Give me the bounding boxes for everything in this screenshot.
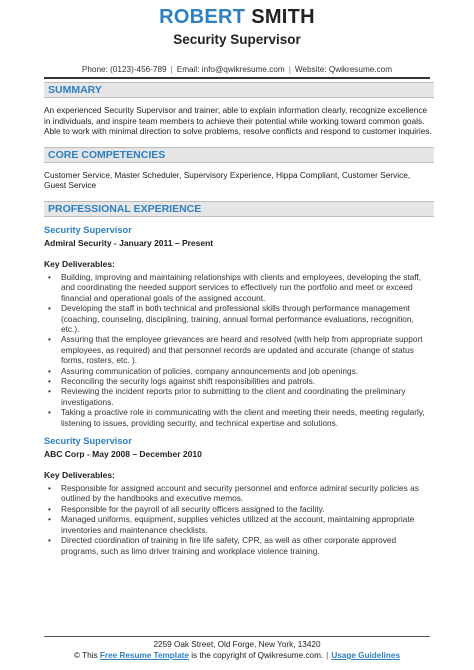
usage-guidelines-link[interactable]: Usage Guidelines [331,651,401,660]
credit-middle: is the copyright of Qwikresume.com. [191,651,324,660]
competencies-text: Customer Service, Master Scheduler, Supervisory Experience, Hippa Compliant, Customer Service, Guest Service [44,169,411,191]
key-deliverables-label: Key Deliverables: [44,470,115,481]
footer-divider [44,636,430,637]
credit-separator: | [326,651,329,660]
candidate-name [0,6,474,28]
first-name: ROBERT [159,6,246,28]
job-title: Security Supervisor [44,436,132,447]
key-deliverables-label: Key Deliverables: [44,258,115,269]
list-item: • Reconciling the security logs against shift responsibilities and patrols. [44,376,434,386]
job-title: Security Supervisor [44,224,132,235]
free-template-link[interactable]: Free Resume Template [99,651,189,660]
list-item: • Reviewing the incident reports prior to submitting to the client and coordinating the preliminary investigations. [44,386,434,407]
footer-credits [0,651,474,660]
job-entry [44,436,434,556]
list-item: • Responsible for the payroll of all security officers assigned to the facility. [44,504,434,514]
job-company: Admiral Security - January 2011 – Present [44,237,214,248]
competencies-heading: CORE COMPETENCIES [44,147,434,163]
resume-body [44,82,434,556]
headline-title: Security Supervisor [173,32,301,47]
list-item: • Assuring communication of policies, company announcements and job openings. [44,366,434,376]
deliverables-list [44,483,434,556]
contact-separator: | [170,65,173,74]
list-item: • Directed coordination of training in fire life safety, CPR, as well as other corporate approved programs, such as limo driver training and workplace violence training. [44,535,434,556]
last-name: SMITH [251,6,315,28]
contact-separator: | [288,65,291,74]
list-item: • Developing the staff in both technical and professional skills through performance management (coaching, counseling, disciplining, training, annual formal performance evaluations, recognition, etc.). [44,303,434,334]
contact-line [0,65,474,74]
deliverables-list [44,272,434,428]
resume-header [0,0,474,79]
list-item: • Building, improving and maintaining relationships with clients and employees, developing the staff, and coordinating the needed support services to effectively run the portfolio and meet or exceed financial and operational goals of the assigned account. [44,272,434,303]
summary-text: An experienced Security Supervisor and trainer; able to explain information clearly, recognize excellence in individuals, and inspire team members to achieve their potential while working toward common goals. Able to work with minimal direction to solve problems, resolve conflicts and respond to customer inquiries. [44,105,432,137]
list-item: • Managed uniforms, equipment, supplies vehicles utilized at the account, maintaining appropriate inventories and maintenance checklists. [44,514,434,535]
header-divider [44,77,430,79]
experience-heading: PROFESSIONAL EXPERIENCE [44,201,434,217]
credit-prefix: © This [73,651,98,660]
contact-phone: Phone: (0123)-456-789 [81,65,167,74]
resume-footer [0,636,474,660]
summary-heading: SUMMARY [44,82,434,98]
job-entry [44,225,434,428]
contact-email[interactable]: Email: info@qwikresume.com [176,65,285,74]
list-item: • Assuring that the employee grievances are heard and resolved (with help from appropriate support employees, as required) and that personnel records are updated and accurate (change of status forms, rosters, etc. ). [44,334,434,365]
contact-website[interactable]: Website: Qwikresume.com [294,65,393,74]
footer-address: 2259 Oak Street, Old Forge, New York, 13420 [153,640,321,649]
job-company: ABC Corp - May 2008 – December 2010 [44,449,202,460]
list-item: • Responsible for assigned account and security personnel and enforce admiral security policies as outlined by the handbooks and executive memos. [44,483,434,504]
list-item: • Taking a proactive role in communicating with the client and meeting their needs, meeting regularly, listening to issues, providing security, and technical expertise and solutions. [44,407,434,428]
